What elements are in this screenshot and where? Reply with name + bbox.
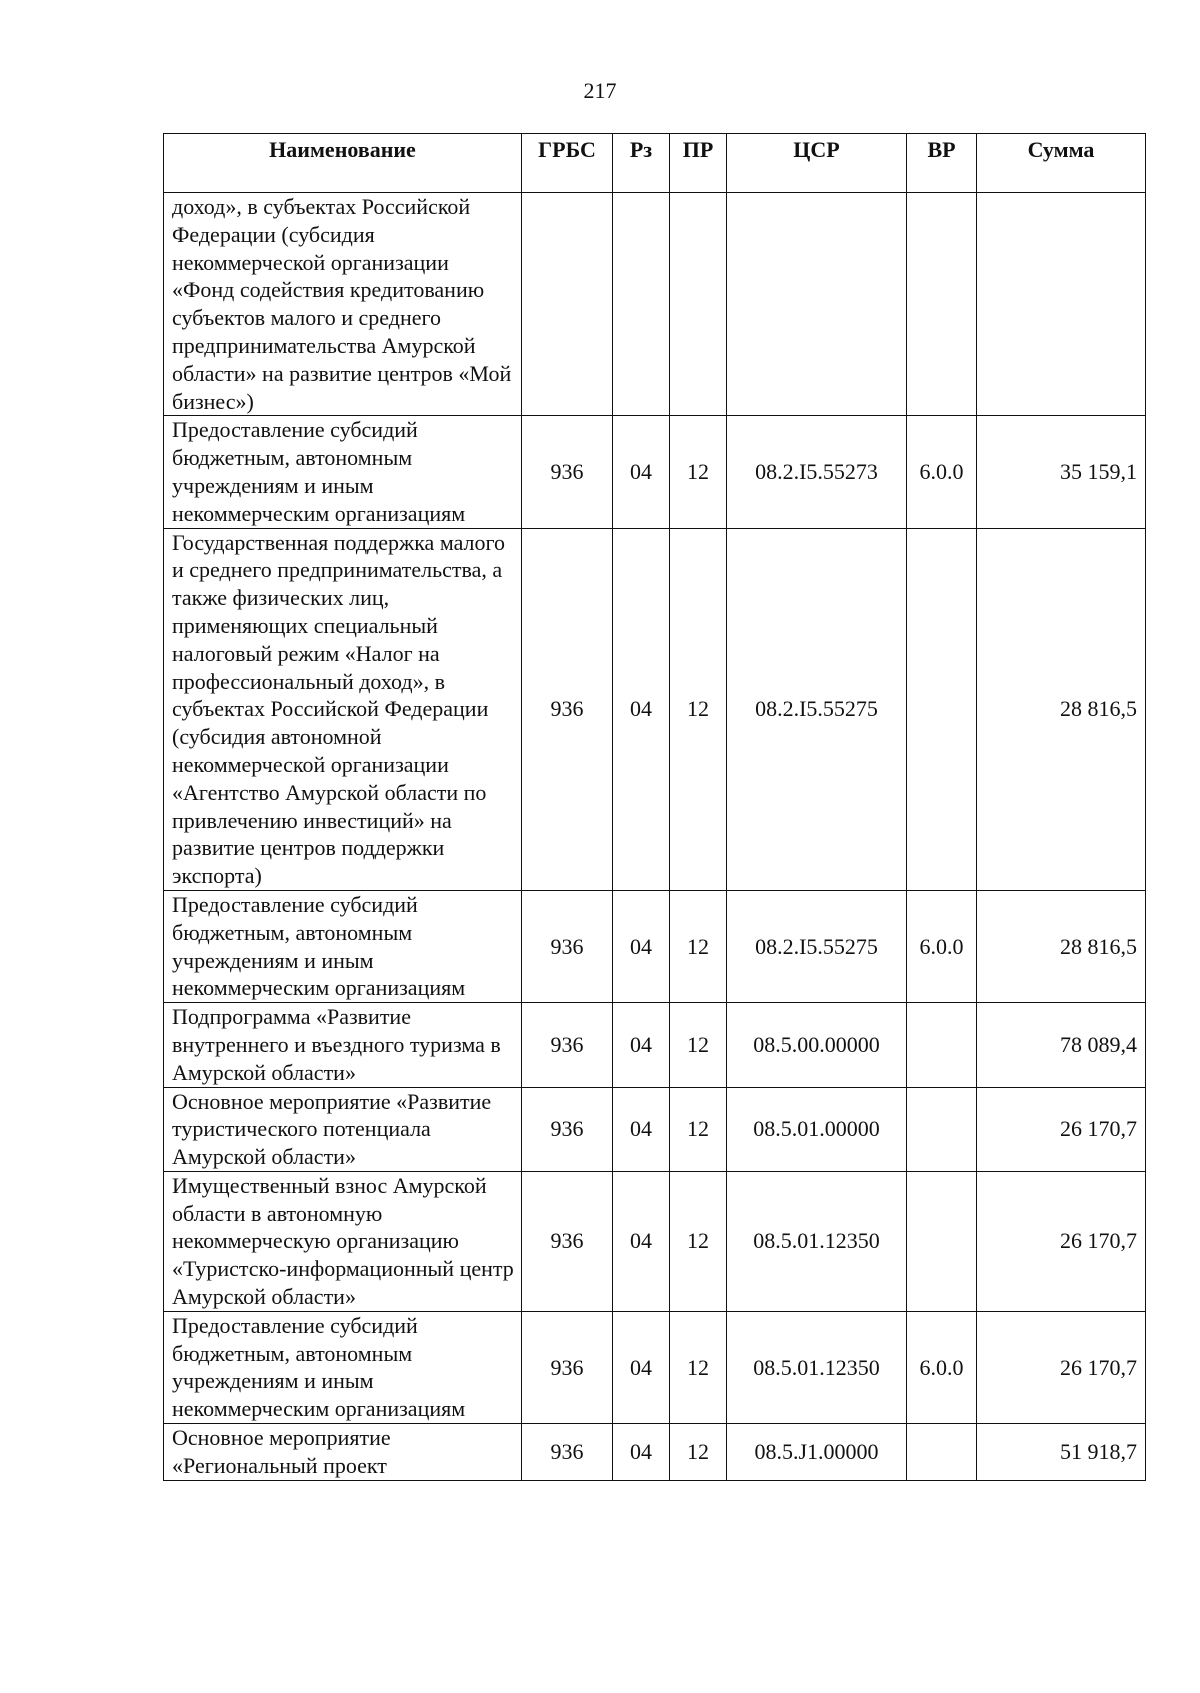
cell-grbs: 936 xyxy=(522,890,613,1002)
cell-name: Предоставление субсидий бюджетным, автономным учреждениям и иным некоммерческим организациям xyxy=(164,416,522,528)
cell-vr xyxy=(907,1171,977,1311)
header-grbs: ГРБС xyxy=(522,134,613,193)
cell-rz: 04 xyxy=(613,890,670,1002)
cell-pr: 12 xyxy=(670,1311,727,1423)
table-row xyxy=(164,416,1146,528)
cell-name: Основное мероприятие «Развитие туристического потенциала Амурской области» xyxy=(164,1087,522,1171)
cell-vr xyxy=(907,193,977,416)
cell-grbs: 936 xyxy=(522,528,613,890)
cell-sum: 26 170,7 xyxy=(977,1087,1146,1171)
cell-grbs: 936 xyxy=(522,1087,613,1171)
table-row xyxy=(164,1311,1146,1423)
cell-grbs: 936 xyxy=(522,416,613,528)
table-header-row xyxy=(164,134,1146,193)
table-row xyxy=(164,193,1146,416)
cell-rz: 04 xyxy=(613,1087,670,1171)
cell-name: доход», в субъектах Российской Федерации (субсидия некоммерческой организации «Фонд содействия кредитованию субъектов малого и среднего предпринимательства Амурской области» на развитие центров «Мой бизнес») xyxy=(164,193,522,416)
cell-pr: 12 xyxy=(670,890,727,1002)
cell-vr xyxy=(907,1424,977,1481)
cell-sum: 26 170,7 xyxy=(977,1171,1146,1311)
table-row xyxy=(164,1424,1146,1481)
cell-csr: 08.5.00.00000 xyxy=(727,1003,907,1087)
cell-pr: 12 xyxy=(670,1424,727,1481)
header-name: Наименование xyxy=(164,134,522,193)
cell-vr xyxy=(907,1003,977,1087)
cell-csr: 08.2.I5.55275 xyxy=(727,890,907,1002)
page-number: 217 xyxy=(583,78,617,103)
cell-rz xyxy=(613,193,670,416)
cell-sum: 28 816,5 xyxy=(977,890,1146,1002)
cell-name: Государственная поддержка малого и среднего предпринимательства, а также физических лиц, применяющих специальный налоговый режим «Налог на профессиональный доход», в субъектах Российской Федерации (субсидия автономной некоммерческой организации «Агентство Амурской области по привлечению инвестиций» на развитие центров поддержки экспорта) xyxy=(164,528,522,890)
table-row xyxy=(164,1003,1146,1087)
table-row xyxy=(164,1087,1146,1171)
budget-table xyxy=(163,133,1146,1481)
cell-vr: 6.0.0 xyxy=(907,890,977,1002)
cell-rz: 04 xyxy=(613,528,670,890)
cell-pr: 12 xyxy=(670,1087,727,1171)
cell-name: Подпрограмма «Развитие внутреннего и въездного туризма в Амурской области» xyxy=(164,1003,522,1087)
cell-rz: 04 xyxy=(613,416,670,528)
cell-pr: 12 xyxy=(670,416,727,528)
table-row xyxy=(164,890,1146,1002)
cell-sum: 51 918,7 xyxy=(977,1424,1146,1481)
cell-vr xyxy=(907,528,977,890)
cell-name: Предоставление субсидий бюджетным, автономным учреждениям и иным некоммерческим организациям xyxy=(164,890,522,1002)
cell-rz: 04 xyxy=(613,1171,670,1311)
cell-pr: 12 xyxy=(670,1171,727,1311)
cell-grbs: 936 xyxy=(522,1003,613,1087)
cell-csr: 08.5.01.12350 xyxy=(727,1171,907,1311)
cell-grbs: 936 xyxy=(522,1311,613,1423)
cell-name: Предоставление субсидий бюджетным, автономным учреждениям и иным некоммерческим организациям xyxy=(164,1311,522,1423)
cell-sum: 28 816,5 xyxy=(977,528,1146,890)
cell-csr: 08.5.01.00000 xyxy=(727,1087,907,1171)
cell-rz: 04 xyxy=(613,1003,670,1087)
cell-pr xyxy=(670,193,727,416)
cell-vr: 6.0.0 xyxy=(907,1311,977,1423)
cell-csr xyxy=(727,193,907,416)
cell-rz: 04 xyxy=(613,1311,670,1423)
cell-csr: 08.2.I5.55273 xyxy=(727,416,907,528)
cell-csr: 08.2.I5.55275 xyxy=(727,528,907,890)
cell-name: Имущественный взнос Амурской области в автономную некоммерческую организацию «Туристско-информационный центр Амурской области» xyxy=(164,1171,522,1311)
table-row xyxy=(164,1171,1146,1311)
cell-csr: 08.5.J1.00000 xyxy=(727,1424,907,1481)
cell-grbs: 936 xyxy=(522,1171,613,1311)
header-csr: ЦСР xyxy=(727,134,907,193)
cell-rz: 04 xyxy=(613,1424,670,1481)
header-vr: ВР xyxy=(907,134,977,193)
cell-vr: 6.0.0 xyxy=(907,416,977,528)
cell-sum xyxy=(977,193,1146,416)
cell-sum: 78 089,4 xyxy=(977,1003,1146,1087)
header-rz: Рз xyxy=(613,134,670,193)
cell-name: Основное мероприятие «Региональный проект xyxy=(164,1424,522,1481)
cell-csr: 08.5.01.12350 xyxy=(727,1311,907,1423)
cell-grbs xyxy=(522,193,613,416)
header-sum: Сумма xyxy=(977,134,1146,193)
cell-sum: 26 170,7 xyxy=(977,1311,1146,1423)
cell-grbs: 936 xyxy=(522,1424,613,1481)
cell-sum: 35 159,1 xyxy=(977,416,1146,528)
cell-pr: 12 xyxy=(670,1003,727,1087)
cell-vr xyxy=(907,1087,977,1171)
header-pr: ПР xyxy=(670,134,727,193)
cell-pr: 12 xyxy=(670,528,727,890)
table-row xyxy=(164,528,1146,890)
